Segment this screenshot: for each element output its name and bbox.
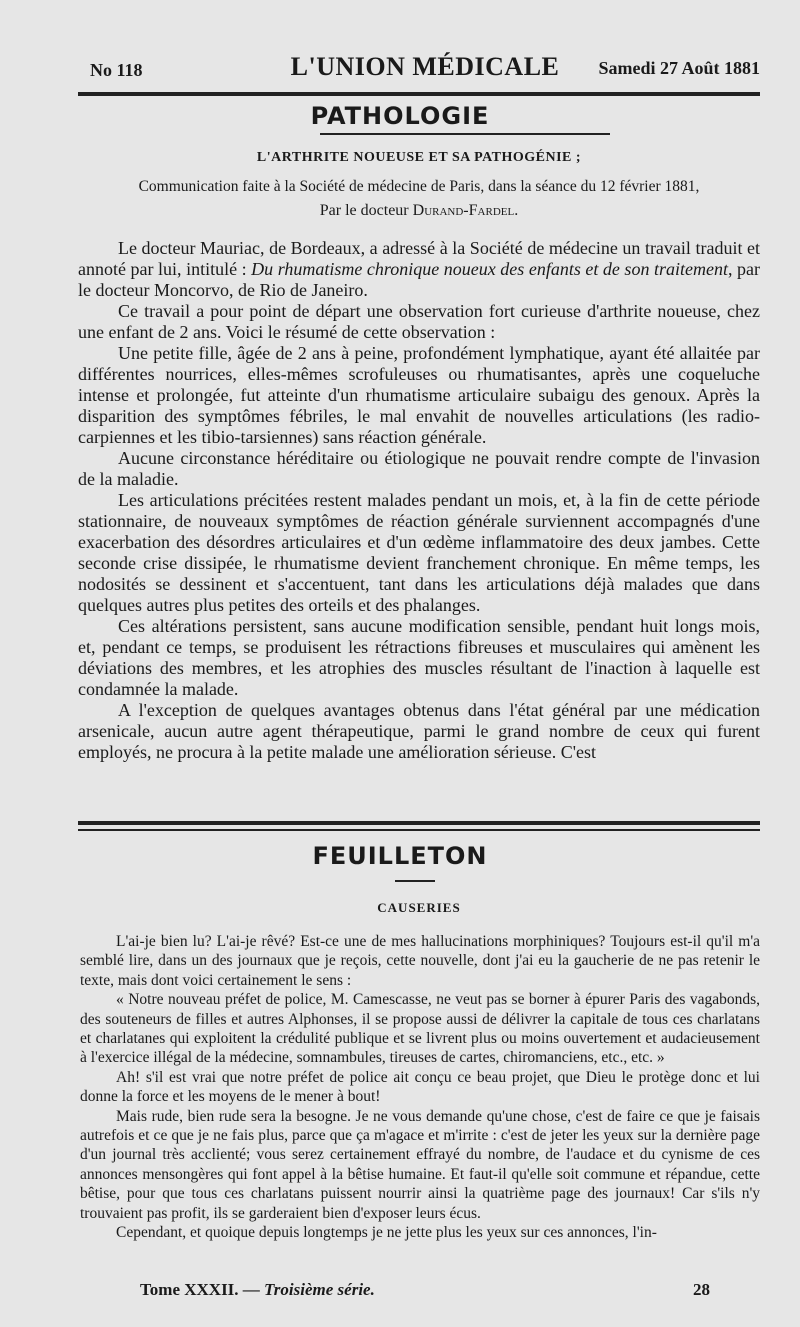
masthead [90, 52, 760, 86]
feuilleton-separator [78, 821, 760, 825]
masthead-rule [78, 92, 760, 96]
article-paragraph: Ce travail a pour point de départ une observation fort curieuse d'arthrite noueuse, chez une enfant de 2 ans. Voici le résumé de cette observation : [78, 301, 760, 342]
feuilleton-quote: « Notre nouveau préfet de police, M. Camescasse, ne veut pas se borner à épurer Paris des vagabonds, des souteneurs de filles et autres Alphonses, il se propose aussi de délivrer la capitale de tous ces charlatans et charlatanes qui exploitent la crédulité publique et se livrent plus ou moins ouvertement et audacieusement à l'exercice illégal de la médecine, somnambules, tireuses de cartes, chiromanciens, etc., etc. » [80, 991, 760, 1067]
article-paragraph: Le docteur Mauriac, de Bordeaux, a adressé à la Société de médecine un travail traduit et annoté par lui, intitulé : Du rhumatisme chronique noueux des enfants et de son traitement, par le docteur Moncorvo, de Rio de Janeiro. [78, 238, 760, 300]
feuilleton-subtitle: CAUSERIES [377, 900, 461, 915]
author-prefix: Par le docteur [319, 202, 409, 219]
feuilleton-body [80, 932, 760, 1243]
journal-title: L'UNION MÉDICALE [290, 52, 560, 81]
issue-number: No 118 [90, 60, 143, 80]
feuilleton-paragraph: Mais rude, bien rude sera la besogne. Je ne vous demande qu'une chose, c'est de faire ce que je faisais autrefois et ce que je ne fais plus, parce que ça m'agace et m'irrite : c'est de jeter les yeux sur la dernière page d'un journal très acclienté; vous serez certainement effrayé du nombre, de l'audace et du cynisme de ces annonces mensongères qui font appel à la bêtise humaine. Et faut-il qu'elle soit commune et répandue, cette bêtise, pour que tous ces charlatans puissent nourrir ainsi la quatrième page des journaux! Car s'ils n'y trouvaient pas profit, ils se garderaient bien d'exposer leurs écus. [80, 1107, 760, 1222]
article-communication: Communication faite à la Société de médecine de Paris, dans la séance du 12 février 1881, [138, 178, 700, 195]
footer-tome: Tome XXXII. — Troisième série. [140, 1280, 375, 1299]
footer-serie: Troisième série. [264, 1280, 375, 1299]
feuilleton-paragraph: Ah! s'il est vrai que notre préfet de police ait conçu ce beau projet, que Dieu le protège donc et lui donne la force et les moyens de le mener à bout! [80, 1068, 760, 1106]
page-number: 28 [693, 1280, 710, 1299]
section-underline [320, 133, 610, 135]
article-paragraph: Une petite fille, âgée de 2 ans à peine, profondément lymphatique, ayant été allaitée par différentes nourrices, elles-mêmes scrofuleuses ou rhumatisantes, après une coqueluche intense et prolongée, fut atteinte d'un rhumatisme articulaire subaigu des genoux. Après la disparition des symptômes fébriles, le mal envahit de nouvelles articulations (les radio-carpiennes et les tibio-tarsiennes) sans réaction générale. [78, 343, 760, 447]
article-paragraph: Aucune circonstance héréditaire ou étiologique ne pouvait rendre compte de l'invasion de la maladie. [78, 448, 760, 489]
author-name: Durand-Fardel. [412, 202, 519, 219]
feuilleton-paragraph: L'ai-je bien lu? L'ai-je rêvé? Est-ce une de mes hallucinations morphiniques? Toujours est-il qu'il m'a semblé lire, dans un des journaux que je reçois, cette nouvelle, dont j'ai eu la gaucherie de ne pas retenir le texte, mais dont voici certainement le sens : [80, 933, 760, 989]
article-paragraph: A l'exception de quelques avantages obtenus dans l'état général par une médication arsenicale, aucun autre agent thérapeutique, parmi le grand nombre de ceux qui furent employés, ne procura à la petite malade une amélioration sérieuse. C'est [78, 700, 760, 762]
issue-date: Samedi 27 Août 1881 [598, 58, 760, 78]
article-title: L'ARTHRITE NOUEUSE ET SA PATHOGÉNIE ; [256, 150, 582, 165]
feuilleton-separator-thin [78, 829, 760, 831]
article-paragraph: Les articulations précitées restent malades pendant un mois, et, à la fin de cette période stationnaire, de nouveaux symptômes de réaction générale surviennent accompagnés d'une exacerbation des désordres articulaires et d'un œdème inflammatoire des deux jambes. Cette seconde crise dissipée, le rhumatisme devient franchement chronique. En même temps, les nodosités se dessinent et s'accentuent, tant dans les articulations déjà malades que dans quelques autres plus petites des orteils et des phalanges. [78, 490, 760, 615]
feuilleton-underline [395, 880, 435, 882]
section-title-feuilleton: FEUILLETON [312, 842, 488, 870]
feuilleton-paragraph: Cependant, et quoique depuis longtemps je ne jette plus les yeux sur ces annonces, l'in- [116, 1224, 657, 1242]
article-paragraph: Ces altérations persistent, sans aucune modification sensible, pendant huit longs mois, et, pendant ce temps, se produisent les rétractions fibreuses et musculaires qui amènent les déviations des membres, et les atrophies des muscles résultant de l'inaction à laquelle est condamnée la malade. [78, 616, 760, 699]
section-title-pathologie: PATHOLOGIE [310, 102, 490, 130]
article-author-line [78, 202, 760, 220]
pathologie-body [78, 238, 760, 763]
